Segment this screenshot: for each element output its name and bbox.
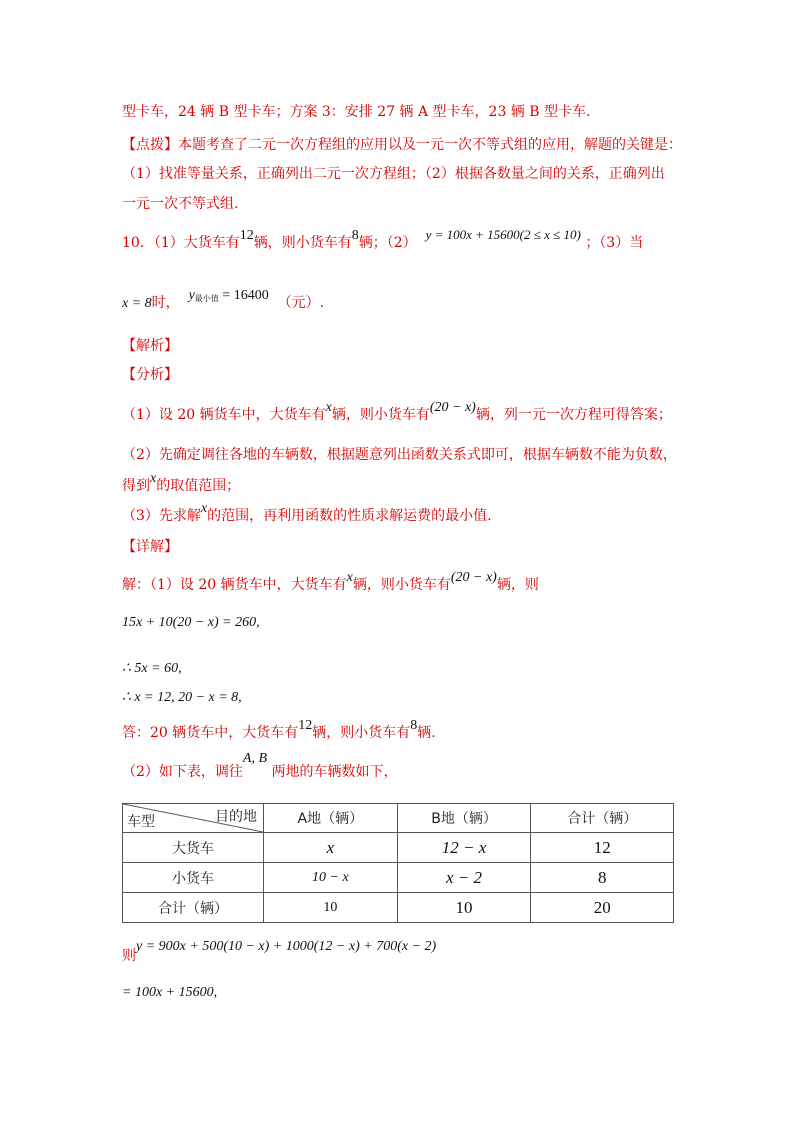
equation-3: ∴ x = 12, 20 − x = 8,	[122, 690, 242, 705]
analysis-line-3: 得到x的取值范围；	[122, 471, 241, 494]
equation-1: 15x + 10(20 − x) = 260,	[122, 615, 260, 630]
table-row: 合计（辆） 10 10 20	[123, 893, 674, 923]
table-row: 小货车 10 − x x − 2 8	[123, 863, 674, 893]
value-small-trucks: 8	[351, 228, 359, 243]
cost-function-simplified: = 100x + 15600,	[122, 985, 218, 1000]
row-label: 大货车	[123, 833, 264, 863]
answer-line-10: 10．（1）大货车有12辆，则小货车有8辆；（2） y = 100x + 15600(2 ≤ x ≤ 10) ；（3）当	[122, 227, 644, 251]
analysis-line-2: （2）先确定调往各地的车辆数，根据题意列出函数关系式即可，根据车辆数不能为负数，	[122, 447, 677, 463]
table-header-a: A地（辆）	[264, 804, 398, 833]
cost-function-line: 则y = 900x + 500(10 − x) + 1000(12 − x) + 700(x − 2)	[122, 939, 437, 964]
formula-x-eq: x = 8	[122, 296, 152, 311]
formula-ymin: = 16400	[218, 288, 269, 303]
row-label: 小货车	[123, 863, 264, 893]
distribution-table	[122, 803, 674, 923]
table-header-total: 合计（辆）	[531, 804, 674, 833]
table-row: 大货车 x 12 − x 12	[123, 833, 674, 863]
value-big-trucks: 12	[239, 228, 254, 243]
text-line-note-2: 一元一次不等式组.	[122, 196, 239, 212]
formula-y: y = 100x + 15600(2 ≤ x ≤ 10)	[425, 227, 581, 242]
solution-line-1: 解：（1）设 20 辆货车中，大货车有x辆，则小货车有(20 − x)辆，则	[122, 570, 539, 593]
answer-part-1: 答：20 辆货车中，大货车有12辆，则小货车有8辆.	[122, 718, 436, 741]
part-2-intro: （2）如下表，调往A, B 两地的车辆数如下，	[122, 751, 398, 780]
section-jiexi: 【解析】	[122, 338, 178, 354]
table-header-b: B地（辆）	[397, 804, 531, 833]
section-xiangjie: 【详解】	[122, 539, 178, 555]
text-line-plan3: 型卡车，24 辆 B 型卡车；方案 3：安排 27 辆 A 型卡车，23 辆 B 型卡车.	[122, 104, 591, 120]
analysis-line-1: （1）设 20 辆货车中，大货车有x辆，则小货车有(20 − x)辆，列一元一次方程可得答案；	[122, 400, 672, 423]
answer-line-min: x = 8时， $y^{最小值} = 16400$ （元）.	[122, 288, 325, 311]
cost-function: y = 900x + 500(10 − x) + 1000(12 − x) + 700(x − 2)	[136, 939, 437, 954]
corner-destination: 目的地	[215, 809, 257, 825]
table-corner-cell	[123, 804, 264, 833]
text-line-note-1: （1）找准等量关系，正确列出二元一次方程组；（2）根据各数量之间的关系，正确列出	[122, 166, 665, 182]
row-label: 合计（辆）	[123, 893, 264, 923]
analysis-line-4: （3）先求解x的范围，再利用函数的性质求解运费的最小值.	[122, 501, 492, 524]
text-line-note-heading: 【点拨】本题考查了二元一次方程组的应用以及一元一次不等式组的应用，解题的关键是：	[122, 137, 682, 153]
corner-vehicle-type: 车型	[127, 814, 155, 830]
section-fenxi: 【分析】	[122, 367, 178, 383]
equation-2: ∴ 5x = 60,	[122, 661, 182, 676]
